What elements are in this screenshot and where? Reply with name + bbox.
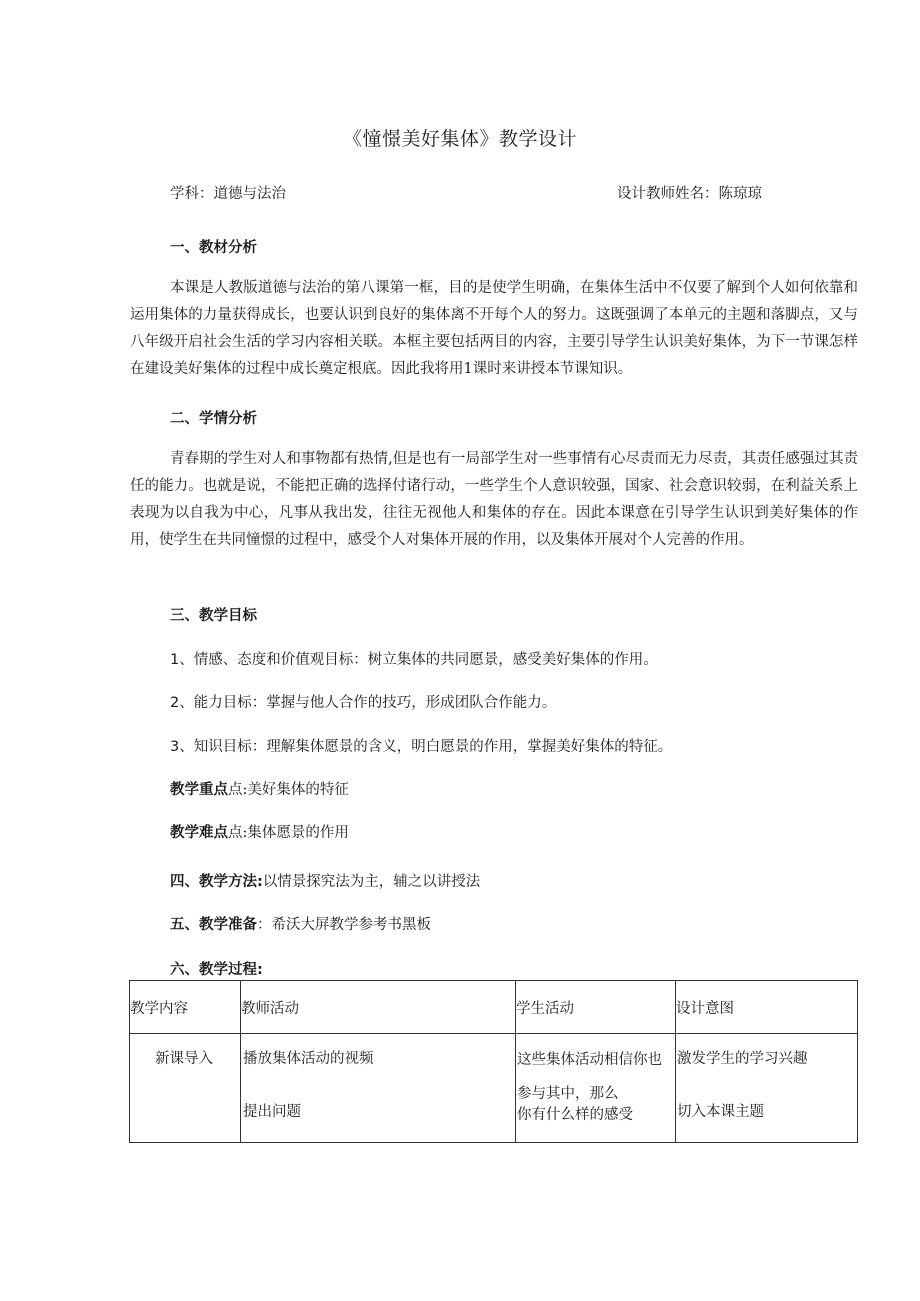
header-teacher-activity: 教师活动 <box>241 981 516 1034</box>
student-activity-3: 你有什么样的感受 <box>517 1107 633 1123</box>
header-content: 教学内容 <box>130 981 241 1034</box>
teacher-activity-1: 播放集体活动的视频 <box>243 1051 374 1067</box>
student-activity-1: 这些集体活动相信你也 <box>517 1052 662 1068</box>
teaching-preparation-label: 五、教学准备 <box>170 917 257 933</box>
textbook-analysis-paragraph: 本课是人教版道德与法治的第八课第一框，目的是使学生明确，在集体生活中不仅要了解到个人如何依靠和运用集体的力量获得成长，也要认识到良好的集体离不开每个人的努力。这既强调了本单元的主题和落脚点，又与八年级开启社会生活的学习内容相关联。本框主要包括两目的内容，主要引导学生认识美好集体，为下一节课怎样在建设美好集体的过程中成长奠定根底。因此我将用1课时来讲授本节课知识。 <box>130 280 858 377</box>
section-heading-teaching-goals: 三、教学目标 <box>170 608 257 624</box>
teaching-method-text: 以情景探究法为主，辅之以讲授法 <box>262 874 481 890</box>
table-row <box>130 1034 858 1143</box>
goal-3 <box>170 735 672 756</box>
teaching-key-point-label: 教学重点 <box>170 782 228 798</box>
cell-content <box>130 1034 241 1143</box>
section-heading-textbook-analysis: 一、教材分析 <box>170 240 257 256</box>
student-activity-2: 参与其中，那么 <box>517 1086 619 1102</box>
document-title: 《憧憬美好集体》教学设计 <box>342 128 577 150</box>
goal-2 <box>170 691 556 712</box>
goal-1 <box>170 648 658 669</box>
goal-1-number: 1、 <box>170 652 194 668</box>
design-intent-2: 切入本课主题 <box>677 1104 764 1120</box>
teacher-label: 设计教师姓名：陈琼琼 <box>617 186 762 202</box>
teaching-preparation-text: ：希沃大屏教学参考书黑板 <box>257 917 431 933</box>
teacher-activity-2: 提出问题 <box>243 1104 301 1120</box>
goal-2-number: 2、 <box>170 695 194 711</box>
teaching-key-point <box>170 778 349 799</box>
teaching-difficulty-label: 教学难点 <box>170 825 228 841</box>
subject-label: 学科：道德与法治 <box>170 186 286 202</box>
cell-student-activity <box>516 1034 676 1143</box>
teaching-preparation <box>170 913 431 934</box>
teaching-difficulty-text: 点:集体愿景的作用 <box>228 825 349 841</box>
table-header-row <box>130 981 858 1034</box>
design-intent-1: 激发学生的学习兴趣 <box>677 1051 808 1067</box>
teaching-method-label: 四、教学方法: <box>170 874 263 890</box>
goal-2-text: 能力目标：掌握与他人合作的技巧，形成团队合作能力。 <box>193 695 557 711</box>
goal-3-number: 3、 <box>170 739 194 755</box>
teaching-key-point-text: 点:美好集体的特征 <box>228 782 349 798</box>
cell-design-intent <box>676 1034 858 1143</box>
goal-3-text: 知识目标：理解集体愿景的含义，明白愿景的作用，掌握美好集体的特征。 <box>193 739 673 755</box>
teaching-difficulty <box>170 821 349 842</box>
student-analysis-paragraph: 青春期的学生对人和事物都有热情,但是也有一局部学生对一些事情有心尽责而无力尽责，其责任感强过其责任的能力。也就是说，不能把正确的选择付诸行动，一些学生个人意识较强，国家、社会意识较弱，在利益关系上表现为以自我为中心，凡事从我出发，往往无视他人和集体的存在。因此本课意在引导学生认识到美好集体的作用，使学生在共同憧憬的过程中，感受个人对集体开展的作用，以及集体开展对个人完善的作用。 <box>130 451 858 548</box>
section-heading-teaching-process: 六、教学过程: <box>170 962 263 978</box>
cell-teacher-activity <box>241 1034 516 1143</box>
section-heading-student-analysis: 二、学情分析 <box>170 411 257 427</box>
cell-content-text: 新课导入 <box>155 1051 213 1067</box>
teaching-process-table <box>129 980 858 1143</box>
header-design-intent: 设计意图 <box>676 981 858 1034</box>
teaching-method <box>170 870 480 891</box>
header-student-activity: 学生活动 <box>516 981 676 1034</box>
goal-1-text: 情感、态度和价值观目标：树立集体的共同愿景，感受美好集体的作用。 <box>193 652 658 668</box>
